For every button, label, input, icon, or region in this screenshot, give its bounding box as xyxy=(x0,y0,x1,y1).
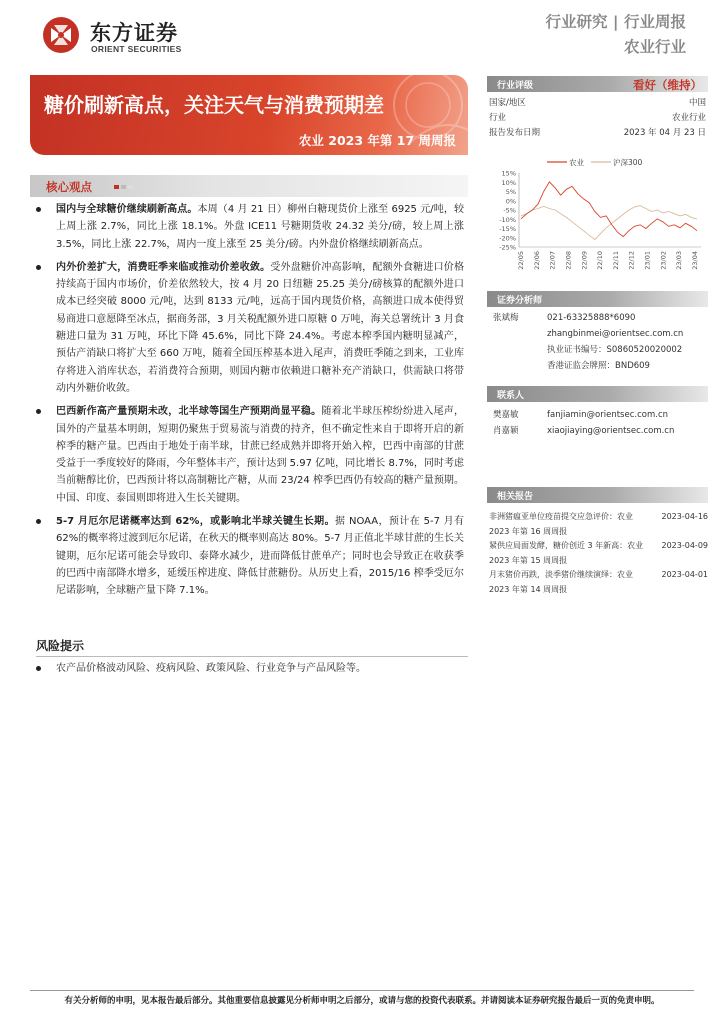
logo-chinese-name: 东方证券 xyxy=(90,21,178,45)
contact-name: 肖嘉颖 xyxy=(493,426,519,436)
report-title: 糖价刷新高点，关注天气与消费预期差 xyxy=(44,93,384,117)
x-tick-label: 23/04 xyxy=(691,251,699,270)
performance-chart-svg xyxy=(487,155,708,280)
analyst-row xyxy=(487,358,708,374)
orient-logo-icon xyxy=(42,16,80,54)
legend-agri-label: 农业 xyxy=(569,158,584,167)
report-subtitle: 农业 2023 年第 17 周周报 xyxy=(298,133,456,148)
core-view-item xyxy=(36,513,464,599)
analyst-section xyxy=(487,291,708,374)
analyst-name: 张斌梅 xyxy=(493,313,519,323)
industry-rating: 看好（维持） xyxy=(633,78,702,92)
risk-title: 风险提示 xyxy=(36,639,85,653)
analyst-row xyxy=(487,326,708,342)
x-tick-label: 22/10 xyxy=(596,251,605,270)
related-report-item[interactable] xyxy=(489,568,708,597)
x-tick-label: 22/07 xyxy=(548,251,557,270)
related-report-date: 2023-04-01 xyxy=(661,570,708,579)
contact-email[interactable]: fanjiamin@orientsec.com.cn xyxy=(547,410,669,420)
analyst-phone: 021-63325888*6090 xyxy=(547,313,636,323)
contact-email[interactable]: xiaojiaying@orientsec.com.cn xyxy=(547,426,675,436)
report-type: 行业研究 | 行业周报 xyxy=(545,13,686,31)
contact-name: 樊嘉敏 xyxy=(493,410,519,420)
y-tick-label: -25% xyxy=(499,243,516,252)
info-value: 中国 xyxy=(688,98,706,108)
x-tick-label: 22/08 xyxy=(564,251,573,270)
x-tick-label: 22/12 xyxy=(627,251,636,270)
info-row xyxy=(489,111,706,126)
core-view-item-text: 本周（4 月 21 日）柳州白糖现货价上涨至 6925 元/吨，较上周上涨 2.7%，同比上涨 18.1%。外盘 ICE11 号糖期货收 24.32 美分/磅，较上周上涨 3.5%，同比上涨 22.7%，周内一度上涨至 25 美分/磅。内外盘价格继续刷新高点。 xyxy=(56,204,464,250)
contact-section xyxy=(487,386,708,439)
risk-divider xyxy=(36,656,468,657)
related-header-label: 相关报告 xyxy=(497,492,534,502)
logo-english-name: ORIENT SECURITIES xyxy=(91,44,182,54)
x-tick-label: 22/11 xyxy=(611,251,620,270)
y-tick-label: -20% xyxy=(499,234,516,243)
footer-divider xyxy=(30,990,694,991)
risk-item: 农产品价格波动风险、疫病风险、政策风险、行业竞争与产品风险等。 xyxy=(36,660,468,677)
y-tick-label: 5% xyxy=(505,188,516,196)
contact-header xyxy=(487,386,708,402)
title-banner xyxy=(30,75,468,155)
core-view-header xyxy=(30,175,468,197)
info-key: 行业 xyxy=(489,113,507,123)
y-tick-label: 15% xyxy=(501,169,516,178)
core-view-item-text: 受外盘糖价冲高影响，配额外食糖进口价格持续高于国内市场价，价差依然较大，按 4 月 20 日纽糖 25.25 美分/磅核算的配额外进口成本已经突破 8000 元/吨，达到 8133 元/吨，远高于国内现货价格，高额进口成本使得贸易商进口意愿降至冰点，据商务部，3 月关税配额外进口原糖 0 万吨，海关总署统计 3 月食糖进口量为 31 万吨，环比下降 45.6%，同比下降 24.4%。考虑本榨季国内糖明显减产，预估产消缺口将扩大至 660 万吨，随着全国压榨基本进入尾声，消费旺季随之到来，工业库存将进入消库状态，若消费符合预期，则国内糖市依赖进口糖补充产消缺口，供需缺口将带动内外糖价收敛。 xyxy=(56,261,465,394)
rating-header-label: 行业评级 xyxy=(497,81,534,91)
info-key: 报告发布日期 xyxy=(489,128,541,138)
core-view-item-text: 据 NOAA，预计在 5-7 月有 62%的概率将过渡到厄尔尼诺，在秋天的概率则高达 80%。5-7 月正值北半球甘蔗的生长关键期，厄尔尼诺可能会导致印、泰降水减少，进而降低甘蔗单产；同时也会导致正在收获季的巴西中南部降水增多，延缓压榨进度、降低甘蔗糖份。从历史上看，2015/16 榨季受厄尔尼诺影响，全球糖产量下降 7.1%。 xyxy=(56,516,464,597)
chart-legend xyxy=(547,157,643,167)
info-value: 农业行业 xyxy=(671,113,706,123)
contact-row xyxy=(487,407,708,423)
analyst-header-label: 证券分析师 xyxy=(497,296,543,306)
analyst-row xyxy=(487,342,708,358)
core-view-list xyxy=(36,201,464,606)
related-reports-section xyxy=(487,487,708,597)
performance-chart xyxy=(487,155,708,280)
related-report-title[interactable]: 月末猪价再跌，淡季猪价继续演绎：农业 2023 年第 14 周周报 xyxy=(489,570,633,594)
related-report-date: 2023-04-09 xyxy=(661,541,708,550)
footer-disclaimer: 有关分析师的申明，见本报告最后部分。其他重要信息披露见分析师申明之后部分，或请与您的投资代表联系。并请阅读本证券研究报告最后一页的免责申明。 xyxy=(64,996,660,1006)
y-tick-label: -15% xyxy=(499,225,516,233)
related-header xyxy=(487,487,708,503)
core-view-item-text: 随着北半球压榨纷纷进入尾声，国外的产量基本明朗，短期仍聚焦于贸易流与消费的持齐，但不确定性来自于即将开启的新榨季的糖产量。巴西由于地处于南半球，甘蔗已经成熟并即将开始入榨，巴西中南部的甘蔗受益于一季度较好的降雨，今年整体丰产，预计达到 5.97 亿吨，同比增长 8.7%，同时考虑当前糖醇比价，巴西预计将以高制糖比产糖，从而 23/24 榨季巴西仍有较高的糖产量预期。中国、印度、泰国则即将进入生长关键期。 xyxy=(56,406,465,504)
core-view-item-heading: 巴西新作高产量预期未改，北半球等国生产预期尚显平稳。 xyxy=(56,406,322,418)
x-tick-label: 23/02 xyxy=(659,251,668,270)
y-tick-label: -10% xyxy=(499,215,516,224)
x-tick-label: 22/06 xyxy=(532,251,541,270)
related-report-title[interactable]: 紧供应局面发酵，糖价创近 3 年新高：农业 2023 年第 15 周周报 xyxy=(489,541,644,565)
core-view-item-heading: 国内与全球糖价继续刷新高点。 xyxy=(56,204,198,215)
x-tick-label: 23/01 xyxy=(643,251,652,270)
y-tick-label: -5% xyxy=(503,206,516,215)
info-key: 国家/地区 xyxy=(489,98,526,108)
risk-list xyxy=(36,660,468,683)
x-tick-label: 22/05 xyxy=(517,251,525,270)
legend-hs300-label: 沪深300 xyxy=(613,158,643,167)
company-logo xyxy=(42,16,202,56)
rating-section xyxy=(487,76,708,141)
report-category xyxy=(546,10,686,60)
y-tick-label: 0% xyxy=(505,197,516,206)
contact-row xyxy=(487,423,708,439)
y-tick-label: 10% xyxy=(501,178,516,187)
info-value: 2023 年 04 月 23 日 xyxy=(623,128,706,138)
info-row xyxy=(489,126,706,141)
info-row xyxy=(489,96,706,111)
hs300-series-line xyxy=(521,206,697,240)
analyst-header xyxy=(487,291,708,307)
x-tick-label: 23/03 xyxy=(675,251,684,270)
header-dots-icon xyxy=(114,185,134,189)
agri-series-line xyxy=(521,182,697,237)
core-view-item xyxy=(36,403,464,507)
analyst-email[interactable]: zhangbinmei@orientsec.com.cn xyxy=(547,329,684,339)
industry-name: 农业行业 xyxy=(623,38,686,56)
related-report-date: 2023-04-16 xyxy=(661,512,708,521)
analyst-license: 执业证书编号：S0860520020002 xyxy=(547,345,683,355)
core-view-item-heading: 内外价差扩大，消费旺季来临或推动价差收敛。 xyxy=(56,261,271,273)
analyst-row xyxy=(487,310,708,326)
y-axis xyxy=(499,170,516,252)
related-report-item[interactable] xyxy=(489,539,708,568)
related-report-item[interactable] xyxy=(489,510,708,539)
related-report-title[interactable]: 非洲猪瘟亚单位疫苗提交应急评价：农业 2023 年第 16 周周报 xyxy=(489,512,633,536)
analyst-hk-license: 香港证监会牌照：BND609 xyxy=(547,361,650,371)
x-axis xyxy=(517,251,699,270)
core-view-title: 核心观点 xyxy=(46,180,92,194)
core-view-item xyxy=(36,259,464,397)
core-view-item xyxy=(36,201,464,253)
core-view-item-heading: 5-7 月厄尔尼诺概率达到 62%，或影响北半球关键生长期。 xyxy=(56,516,335,528)
contact-header-label: 联系人 xyxy=(497,391,525,401)
rating-header xyxy=(487,76,708,92)
x-tick-label: 22/09 xyxy=(580,251,589,270)
